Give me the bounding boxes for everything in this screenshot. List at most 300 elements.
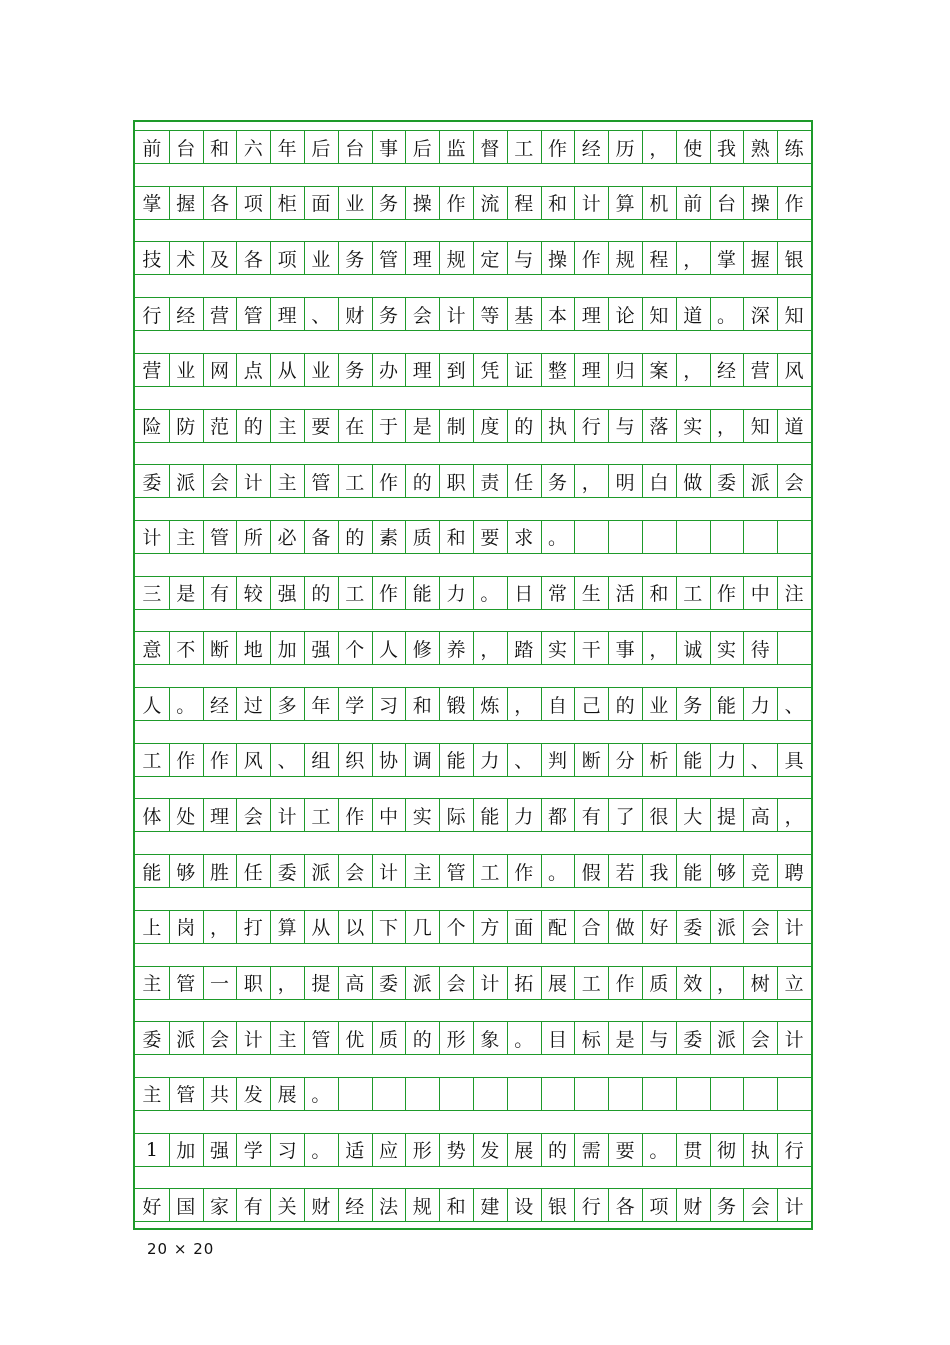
grid-cell: 日 xyxy=(514,583,534,606)
grid-cell xyxy=(608,520,642,554)
grid-cell: 派 xyxy=(412,973,432,995)
grid-cell: 办 xyxy=(378,360,398,383)
grid-cell: 质 xyxy=(378,1028,398,1051)
grid-cell: 督 xyxy=(480,137,500,160)
grid-cell: 行 xyxy=(142,304,162,327)
grid-cell: 管 xyxy=(176,1084,196,1107)
grid-cell: 项 xyxy=(649,1195,669,1218)
grid-cell: 能 xyxy=(480,805,500,828)
grid-cell: 执 xyxy=(547,416,567,438)
grid-cell: 事 xyxy=(615,638,635,661)
grid-row xyxy=(135,130,811,164)
grid-row xyxy=(135,353,811,387)
grid-cell: 学 xyxy=(243,1140,263,1163)
grid-cell: 的 xyxy=(412,1028,432,1051)
grid-cell: 工 xyxy=(514,137,534,160)
grid-cell: 合 xyxy=(581,917,601,940)
grid-cell: 工 xyxy=(345,471,365,494)
grid-cell: 务 xyxy=(547,471,567,494)
grid-cell: 展 xyxy=(514,1140,534,1163)
grid-cell: 习 xyxy=(378,694,398,717)
grid-cell: 能 xyxy=(683,861,703,884)
grid-cell: 生 xyxy=(581,583,601,606)
grid-cell: 理 xyxy=(581,304,601,327)
grid-cell: 点 xyxy=(243,360,263,383)
grid-cell: 的 xyxy=(412,471,432,494)
grid-cell: 求 xyxy=(514,527,534,550)
grid-cell: 管 xyxy=(176,973,196,995)
grid-cell: 、 xyxy=(784,694,804,717)
grid-cell: 作 xyxy=(615,973,635,995)
grid-cell: 面 xyxy=(514,917,534,940)
grid-cell: 学 xyxy=(345,694,365,717)
grid-row xyxy=(135,576,811,610)
grid-cell xyxy=(777,631,811,665)
grid-cell: 范 xyxy=(209,416,229,438)
grid-cell: 理 xyxy=(412,360,432,383)
grid-cell: 我 xyxy=(649,861,669,884)
grid-cell: 营 xyxy=(142,360,162,383)
grid-row xyxy=(135,1188,811,1222)
grid-cell: 。 xyxy=(176,694,196,717)
grid-cell: 。 xyxy=(311,1140,331,1163)
grid-cell: 1 xyxy=(145,1138,158,1161)
grid-cell: 会 xyxy=(446,973,466,995)
grid-cell: ， xyxy=(277,973,297,995)
grid-cell: 计 xyxy=(784,917,804,940)
grid-cell xyxy=(743,520,777,554)
grid-cell: 都 xyxy=(547,805,567,828)
grid-row xyxy=(135,854,811,888)
grid-cell: 好 xyxy=(142,1195,162,1218)
grid-cell: 后 xyxy=(412,137,432,160)
grid-cell: 行 xyxy=(581,416,601,438)
grid-cell: 主 xyxy=(176,527,196,550)
grid-cell: 地 xyxy=(243,638,263,661)
grid-cell: 竞 xyxy=(750,861,770,884)
grid-cell: 作 xyxy=(514,861,534,884)
grid-cell: 优 xyxy=(345,1028,365,1051)
grid-cell: 自 xyxy=(547,694,567,717)
grid-cell: 算 xyxy=(615,193,635,216)
grid-cell: 作 xyxy=(209,750,229,773)
grid-cell: 到 xyxy=(446,360,466,383)
grid-cell: 与 xyxy=(514,248,534,271)
grid-cell: 计 xyxy=(142,527,162,550)
grid-cell: 的 xyxy=(345,527,365,550)
grid-cell: 强 xyxy=(277,583,297,606)
grid-cell: 。 xyxy=(649,1140,669,1163)
grid-cell: 工 xyxy=(142,750,162,773)
grid-cell: 派 xyxy=(750,471,770,494)
grid-cell: 网 xyxy=(209,360,229,383)
grid-cell: 理 xyxy=(209,805,229,828)
grid-row xyxy=(135,297,811,331)
grid-cell: 目 xyxy=(547,1028,567,1051)
grid-cell: 计 xyxy=(480,973,500,995)
grid-cell: 、 xyxy=(311,304,331,327)
grid-cell: 各 xyxy=(243,248,263,271)
grid-cell: 注 xyxy=(784,583,804,606)
grid-cell: 作 xyxy=(716,583,736,606)
grid-row xyxy=(135,743,811,777)
grid-cell: 法 xyxy=(378,1195,398,1218)
grid-cell: 实 xyxy=(716,638,736,661)
grid-cell: 配 xyxy=(547,917,567,940)
grid-cell: 委 xyxy=(716,471,736,494)
grid-cell: 中 xyxy=(750,583,770,606)
grid-size-label: 20 × 20 xyxy=(147,1240,215,1258)
grid-row xyxy=(135,1077,811,1111)
grid-cell: 、 xyxy=(750,750,770,773)
grid-cell: 习 xyxy=(277,1140,297,1163)
grid-cell: 拓 xyxy=(514,973,534,995)
grid-cell xyxy=(405,1077,439,1111)
grid-cell: 的 xyxy=(243,416,263,438)
grid-cell: 加 xyxy=(277,638,297,661)
grid-cell: 计 xyxy=(243,1028,263,1051)
grid-cell: 主 xyxy=(142,973,162,995)
grid-cell: 一 xyxy=(209,973,229,995)
grid-cell: 需 xyxy=(581,1140,601,1163)
grid-cell: 历 xyxy=(615,137,635,160)
grid-cell: 派 xyxy=(176,1028,196,1051)
grid-cell: 很 xyxy=(649,805,669,828)
grid-cell: 熟 xyxy=(750,137,770,160)
grid-cell: 势 xyxy=(446,1140,466,1163)
grid-cell: ， xyxy=(649,638,669,661)
grid-cell: 派 xyxy=(176,471,196,494)
grid-cell: 和 xyxy=(446,527,466,550)
grid-cell: 任 xyxy=(243,861,263,884)
grid-cell: 常 xyxy=(547,583,567,606)
grid-cell: 析 xyxy=(649,750,669,773)
grid-cell: ， xyxy=(683,248,703,271)
grid-cell: 计 xyxy=(581,193,601,216)
grid-cell: 力 xyxy=(514,805,534,828)
grid-row xyxy=(135,1133,811,1167)
grid-cell: 能 xyxy=(716,694,736,717)
grid-cell: 能 xyxy=(683,750,703,773)
grid-cell: 己 xyxy=(581,694,601,717)
grid-cell: 。 xyxy=(547,861,567,884)
grid-cell: 工 xyxy=(683,583,703,606)
grid-cell: 方 xyxy=(480,917,500,940)
grid-cell: 程 xyxy=(649,248,669,271)
grid-cell: 管 xyxy=(446,861,466,884)
grid-cell: 备 xyxy=(311,527,331,550)
grid-cell: 年 xyxy=(277,137,297,160)
grid-cell: 道 xyxy=(784,416,804,438)
grid-cell xyxy=(743,1077,777,1111)
grid-cell: 经 xyxy=(176,304,196,327)
grid-cell: 规 xyxy=(412,1195,432,1218)
grid-cell: 任 xyxy=(514,471,534,494)
grid-cell: 做 xyxy=(683,471,703,494)
grid-cell: 我 xyxy=(716,137,736,160)
grid-row xyxy=(135,520,811,554)
grid-cell: 实 xyxy=(683,416,703,438)
grid-cell: 理 xyxy=(277,304,297,327)
grid-cell: 凭 xyxy=(480,360,500,383)
grid-cell: 计 xyxy=(378,861,398,884)
grid-cell: 强 xyxy=(209,1140,229,1163)
grid-cell: 银 xyxy=(784,248,804,271)
grid-cell: 证 xyxy=(514,360,534,383)
grid-cell: 上 xyxy=(142,917,162,940)
grid-row xyxy=(135,1021,811,1055)
grid-cell: 财 xyxy=(345,304,365,327)
grid-cell: 工 xyxy=(581,973,601,995)
grid-cell: 象 xyxy=(480,1028,500,1051)
grid-cell xyxy=(642,520,676,554)
grid-cell: 好 xyxy=(649,917,669,940)
grid-cell: 聘 xyxy=(784,861,804,884)
grid-cell xyxy=(642,1077,676,1111)
grid-cell: 打 xyxy=(243,917,263,940)
grid-cell: 规 xyxy=(446,248,466,271)
grid-cell: 展 xyxy=(277,1084,297,1107)
grid-cell: 作 xyxy=(378,471,398,494)
grid-cell: 从 xyxy=(277,360,297,383)
grid-cell: 会 xyxy=(209,1028,229,1051)
grid-cell: 胜 xyxy=(209,861,229,884)
grid-cell: 关 xyxy=(277,1195,297,1218)
grid-cell: 和 xyxy=(412,694,432,717)
grid-cell: ， xyxy=(716,416,736,438)
grid-cell: 银 xyxy=(547,1195,567,1218)
grid-cell: 定 xyxy=(480,248,500,271)
grid-cell: 养 xyxy=(446,638,466,661)
grid-cell: 质 xyxy=(649,973,669,995)
grid-cell: 作 xyxy=(378,583,398,606)
grid-cell: 理 xyxy=(581,360,601,383)
grid-cell xyxy=(608,1077,642,1111)
grid-cell: 展 xyxy=(547,973,567,995)
grid-cell: 经 xyxy=(716,360,736,383)
grid-row xyxy=(135,966,811,1000)
grid-cell: 人 xyxy=(142,694,162,717)
grid-cell: ， xyxy=(784,805,804,828)
grid-cell: 共 xyxy=(209,1084,229,1107)
grid-cell xyxy=(676,520,710,554)
grid-cell: 等 xyxy=(480,304,500,327)
grid-cell: 管 xyxy=(378,248,398,271)
grid-cell: 以 xyxy=(345,917,365,940)
grid-cell: 组 xyxy=(311,750,331,773)
grid-cell: 会 xyxy=(209,471,229,494)
grid-cell: 规 xyxy=(615,248,635,271)
grid-cell: 是 xyxy=(615,1028,635,1051)
grid-cell: 白 xyxy=(649,471,669,494)
grid-cell: 派 xyxy=(716,1028,736,1051)
grid-cell: 判 xyxy=(547,750,567,773)
grid-cell xyxy=(710,1077,744,1111)
grid-cell: 会 xyxy=(750,1028,770,1051)
grid-cell: 建 xyxy=(480,1195,500,1218)
grid-cell xyxy=(439,1077,473,1111)
grid-cell: 业 xyxy=(649,694,669,717)
grid-cell: 计 xyxy=(784,1195,804,1218)
grid-cell: 练 xyxy=(784,137,804,160)
grid-cell: 财 xyxy=(311,1195,331,1218)
grid-cell: 算 xyxy=(277,917,297,940)
grid-cell: 能 xyxy=(412,583,432,606)
grid-cell: 案 xyxy=(649,360,669,383)
grid-cell: 和 xyxy=(649,583,669,606)
grid-cell: 。 xyxy=(547,527,567,550)
grid-cell: 委 xyxy=(277,861,297,884)
grid-cell: 和 xyxy=(547,193,567,216)
grid-cell xyxy=(574,520,608,554)
grid-cell: 计 xyxy=(243,471,263,494)
grid-cell: 业 xyxy=(176,360,196,383)
grid-cell: 营 xyxy=(750,360,770,383)
grid-cell: 监 xyxy=(446,137,466,160)
grid-cell: 握 xyxy=(176,193,196,216)
grid-cell: 人 xyxy=(378,638,398,661)
grid-cell: 防 xyxy=(176,416,196,438)
grid-cell: 能 xyxy=(142,861,162,884)
grid-cell: 责 xyxy=(480,471,500,494)
grid-cell: 险 xyxy=(142,416,162,438)
grid-cell: 个 xyxy=(345,638,365,661)
grid-cell: 执 xyxy=(750,1140,770,1163)
grid-cell: 主 xyxy=(412,861,432,884)
grid-cell: 较 xyxy=(243,583,263,606)
grid-cell: 协 xyxy=(378,750,398,773)
grid-cell: 经 xyxy=(209,694,229,717)
grid-row xyxy=(135,464,811,498)
grid-cell: 作 xyxy=(446,193,466,216)
grid-row xyxy=(135,910,811,944)
grid-cell xyxy=(777,1077,811,1111)
grid-cell: 会 xyxy=(750,917,770,940)
grid-cell: 知 xyxy=(649,304,669,327)
grid-cell: 务 xyxy=(716,1195,736,1218)
grid-cell: 营 xyxy=(209,304,229,327)
grid-cell: 岗 xyxy=(176,917,196,940)
grid-cell: 作 xyxy=(784,193,804,216)
grid-cell: 有 xyxy=(581,805,601,828)
grid-cell: 事 xyxy=(378,137,398,160)
grid-cell: 的 xyxy=(615,694,635,717)
grid-cell: 主 xyxy=(277,1028,297,1051)
grid-cell: 彻 xyxy=(716,1140,736,1163)
grid-cell: 整 xyxy=(547,360,567,383)
grid-cell: ， xyxy=(581,471,601,494)
grid-cell: 掌 xyxy=(716,248,736,271)
grid-cell: 力 xyxy=(480,750,500,773)
grid-row xyxy=(135,687,811,721)
grid-cell: ， xyxy=(480,638,500,661)
grid-cell: 管 xyxy=(311,1028,331,1051)
grid-cell: 委 xyxy=(142,1028,162,1051)
grid-cell xyxy=(338,1077,372,1111)
grid-cell: 形 xyxy=(446,1028,466,1051)
grid-cell: 职 xyxy=(446,471,466,494)
grid-cell: 理 xyxy=(412,248,432,271)
grid-row xyxy=(135,409,811,443)
grid-cell: 业 xyxy=(311,248,331,271)
grid-cell: 明 xyxy=(615,471,635,494)
grid-cell: 握 xyxy=(750,248,770,271)
grid-cell: 的 xyxy=(547,1140,567,1163)
grid-cell: 台 xyxy=(345,137,365,160)
grid-cell: 。 xyxy=(514,1028,534,1051)
grid-cell: 形 xyxy=(412,1140,432,1163)
grid-cell: 职 xyxy=(243,973,263,995)
grid-cell: 立 xyxy=(784,973,804,995)
grid-cell: 力 xyxy=(750,694,770,717)
grid-cell: 计 xyxy=(446,304,466,327)
grid-cell: 项 xyxy=(277,248,297,271)
grid-cell: 际 xyxy=(446,805,466,828)
grid-cell: 效 xyxy=(683,973,703,995)
grid-cell: 行 xyxy=(581,1195,601,1218)
grid-cell: 管 xyxy=(243,304,263,327)
grid-cell: 本 xyxy=(547,304,567,327)
grid-cell: 使 xyxy=(683,137,703,160)
grid-cell: 发 xyxy=(243,1084,263,1107)
grid-cell: ， xyxy=(209,917,229,940)
grid-cell: 作 xyxy=(345,805,365,828)
grid-cell: 体 xyxy=(142,805,162,828)
grid-cell: 意 xyxy=(142,638,162,661)
grid-cell: 锻 xyxy=(446,694,466,717)
grid-cell: 实 xyxy=(412,805,432,828)
grid-cell: 适 xyxy=(345,1140,365,1163)
grid-cell: 家 xyxy=(209,1195,229,1218)
grid-cell: 面 xyxy=(311,193,331,216)
grid-cell: 、 xyxy=(514,750,534,773)
grid-cell: 流 xyxy=(480,193,500,216)
grid-cell: 作 xyxy=(176,750,196,773)
grid-cell xyxy=(507,1077,541,1111)
grid-cell: 不 xyxy=(176,638,196,661)
grid-cell: 派 xyxy=(716,917,736,940)
grid-cell: 国 xyxy=(176,1195,196,1218)
grid-cell: 制 xyxy=(446,416,466,438)
grid-cell: 活 xyxy=(615,583,635,606)
grid-cell: 要 xyxy=(311,416,331,438)
grid-cell: 下 xyxy=(378,917,398,940)
grid-cell: 及 xyxy=(209,248,229,271)
grid-cell: 落 xyxy=(649,416,669,438)
grid-cell: 发 xyxy=(480,1140,500,1163)
grid-cell: 干 xyxy=(581,638,601,661)
grid-cell: 技 xyxy=(142,248,162,271)
grid-row xyxy=(135,241,811,275)
grid-cell: 过 xyxy=(243,694,263,717)
grid-cell: 和 xyxy=(446,1195,466,1218)
grid-cell: 风 xyxy=(243,750,263,773)
grid-cell: 风 xyxy=(784,360,804,383)
grid-cell: 够 xyxy=(176,861,196,884)
grid-cell: 术 xyxy=(176,248,196,271)
grid-cell: 。 xyxy=(311,1084,331,1107)
grid-cell: 操 xyxy=(412,193,432,216)
grid-cell: 计 xyxy=(277,805,297,828)
grid-cell: 三 xyxy=(142,583,162,606)
grid-cell: 委 xyxy=(378,973,398,995)
grid-cell xyxy=(710,520,744,554)
grid-cell: 力 xyxy=(446,583,466,606)
grid-cell: 柜 xyxy=(277,193,297,216)
grid-cell: 的 xyxy=(311,583,331,606)
grid-cell: 提 xyxy=(716,805,736,828)
grid-cell: 高 xyxy=(345,973,365,995)
